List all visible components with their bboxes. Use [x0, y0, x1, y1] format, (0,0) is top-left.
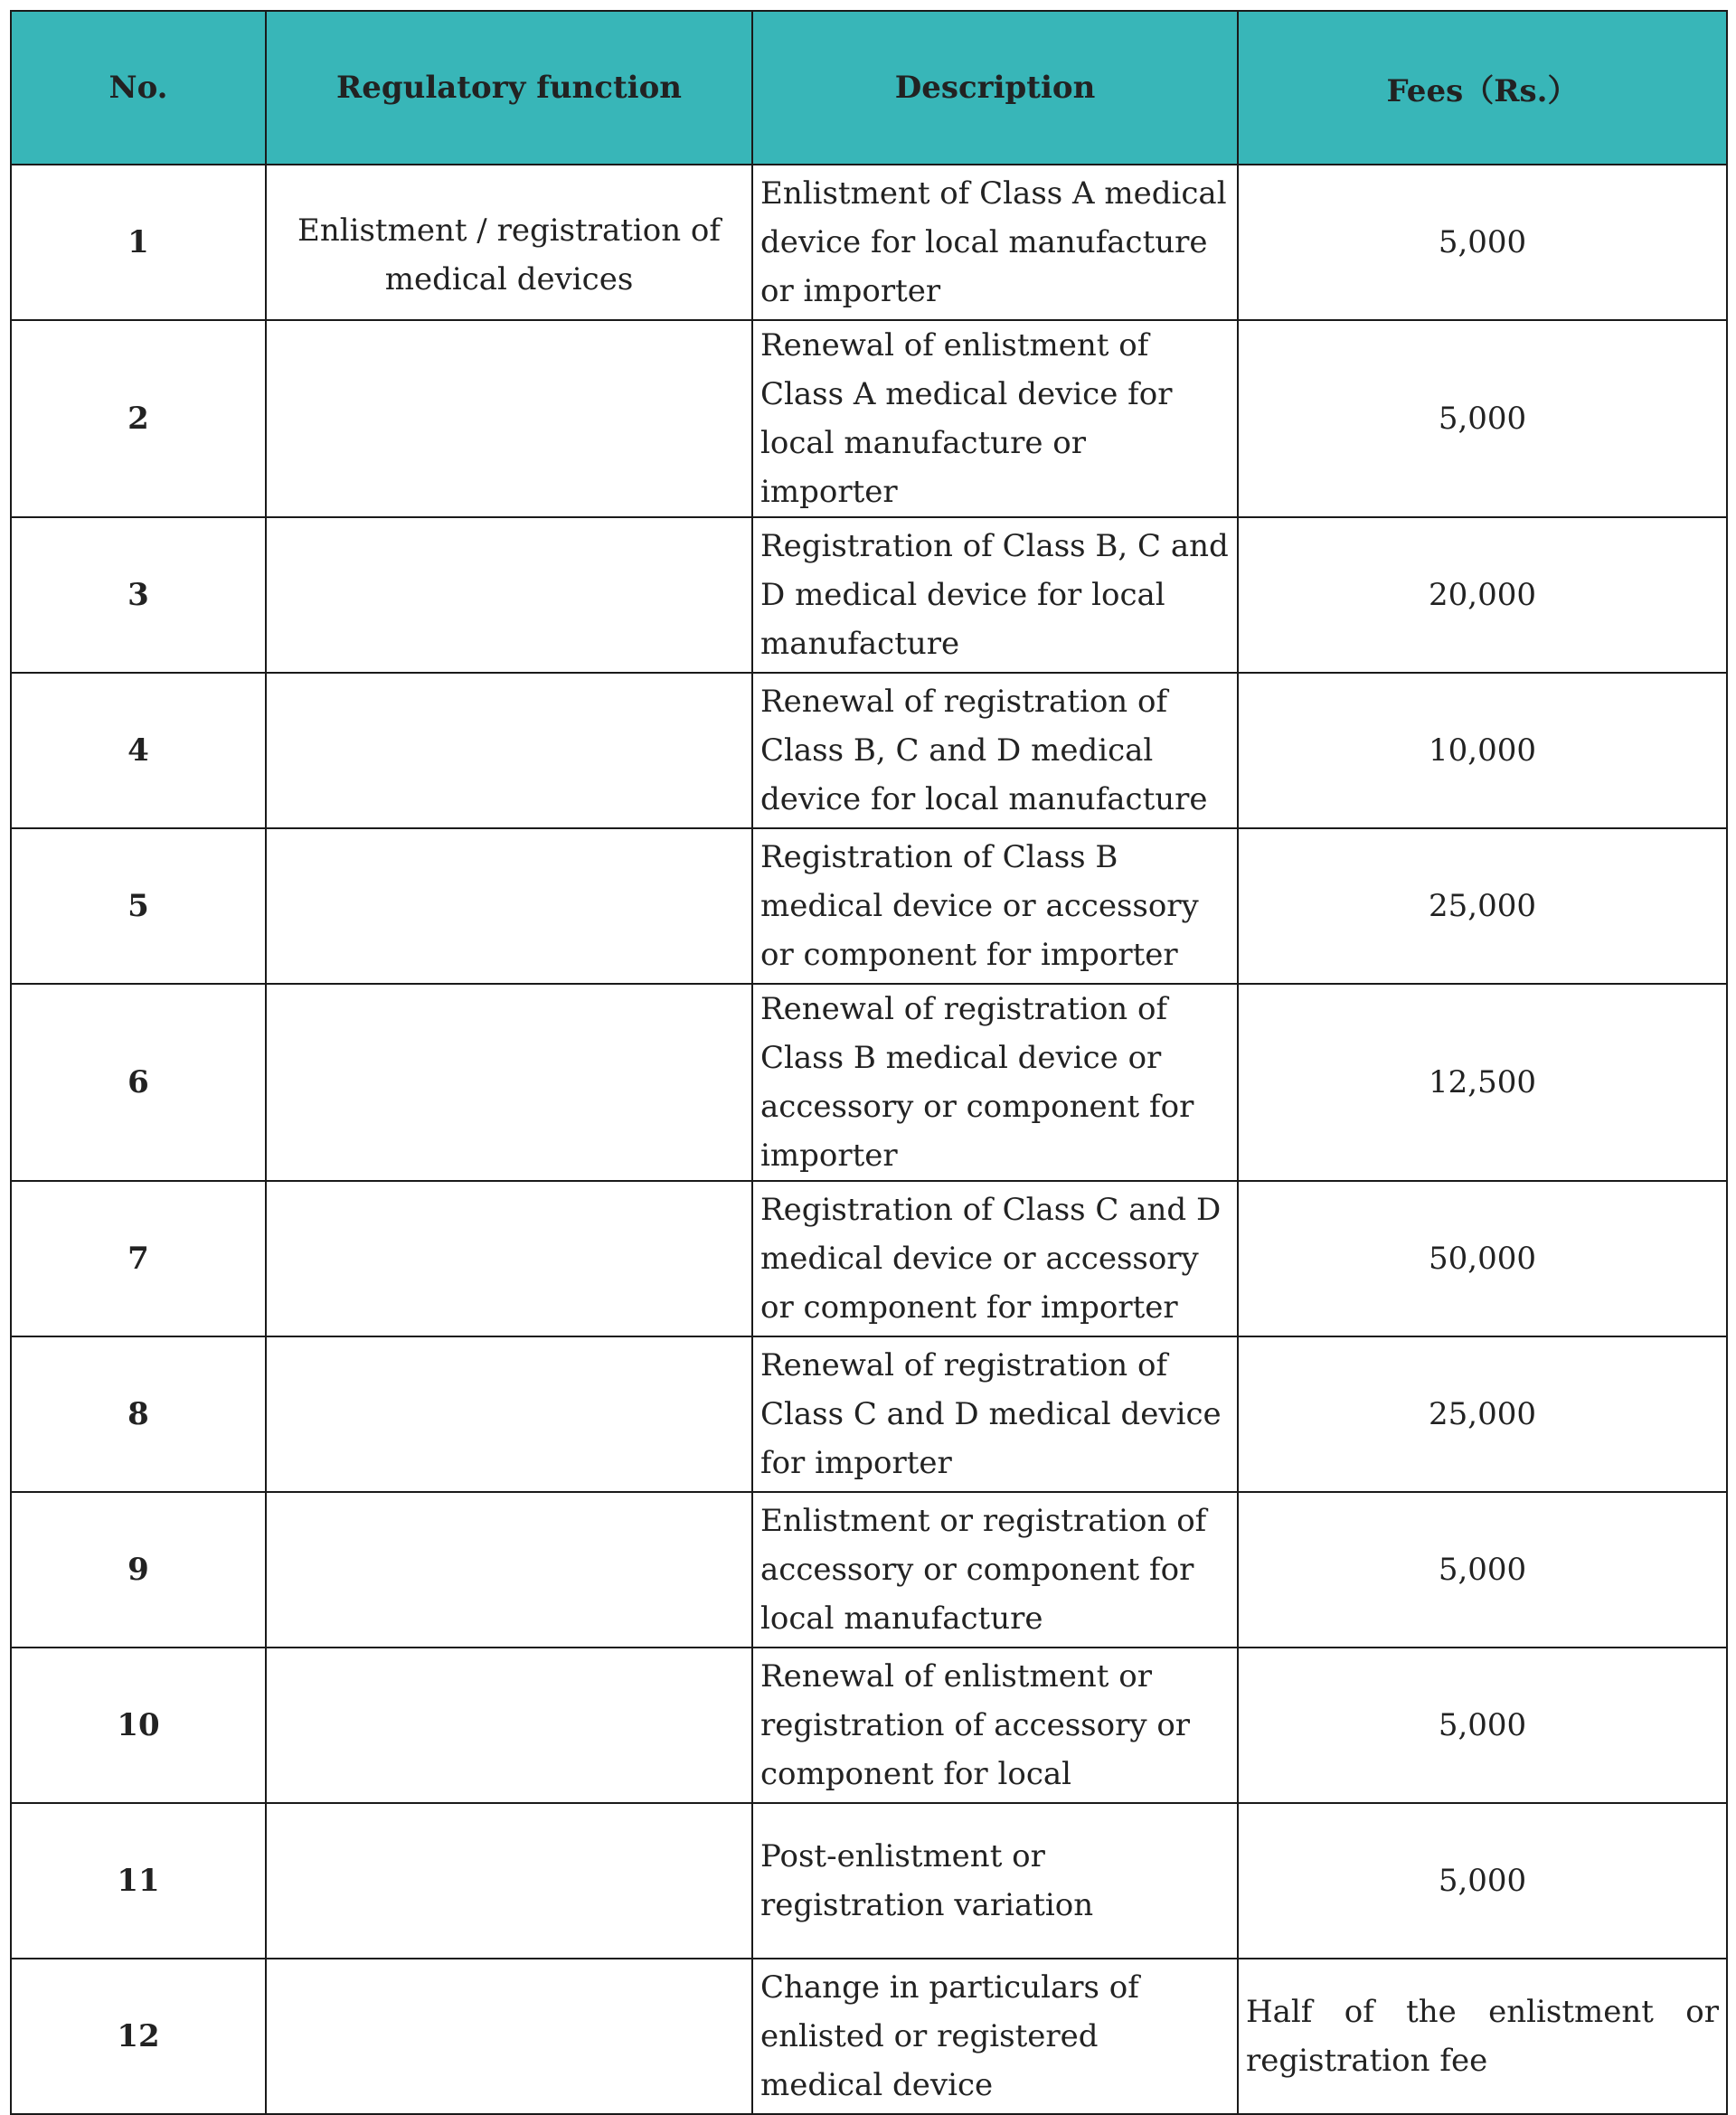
- row-description: Registration of Class B medical device or accessory or component for importer: [752, 828, 1238, 984]
- row-regulatory-function: [266, 1959, 752, 2114]
- row-fee: 20,000: [1238, 517, 1727, 673]
- row-number: 8: [11, 1336, 266, 1492]
- table-row: [11, 165, 1727, 320]
- table-row: [11, 1648, 1727, 1803]
- row-fee: 5,000: [1238, 1803, 1727, 1959]
- row-number: 12: [11, 1959, 266, 2114]
- row-regulatory-function: [266, 673, 752, 828]
- row-number: 1: [11, 165, 266, 320]
- row-fee: 12,500: [1238, 984, 1727, 1181]
- row-regulatory-function: [266, 828, 752, 984]
- row-number: 6: [11, 984, 266, 1181]
- table-row: [11, 1492, 1727, 1648]
- table-row: [11, 1959, 1727, 2114]
- fee-table: [10, 10, 1728, 2115]
- row-fee: 5,000: [1238, 320, 1727, 517]
- row-fee: 25,000: [1238, 828, 1727, 984]
- row-description: Renewal of enlistment or registration of accessory or component for local: [752, 1648, 1238, 1803]
- header-description: Description: [752, 11, 1238, 165]
- row-regulatory-function: [266, 1181, 752, 1336]
- row-number: 10: [11, 1648, 266, 1803]
- table-row: [11, 984, 1727, 1181]
- table-header: [11, 11, 1727, 165]
- table-row: [11, 1181, 1727, 1336]
- row-fee: 25,000: [1238, 1336, 1727, 1492]
- row-fee: 5,000: [1238, 1648, 1727, 1803]
- header-no: No.: [11, 11, 266, 165]
- table-row: [11, 828, 1727, 984]
- row-description: Registration of Class C and D medical device or accessory or component for importer: [752, 1181, 1238, 1336]
- table-body: [11, 165, 1727, 2114]
- row-description: Enlistment or registration of accessory or component for local manufacture: [752, 1492, 1238, 1648]
- row-number: 5: [11, 828, 266, 984]
- row-fee: Half of the enlistment or registration fee: [1238, 1959, 1727, 2114]
- row-regulatory-function: [266, 984, 752, 1181]
- row-fee: 5,000: [1238, 1492, 1727, 1648]
- table-row: [11, 517, 1727, 673]
- row-number: 7: [11, 1181, 266, 1336]
- row-number: 2: [11, 320, 266, 517]
- row-description: Post-enlistment or registration variation: [752, 1803, 1238, 1959]
- row-description: Enlistment of Class A medical device for local manufacture or importer: [752, 165, 1238, 320]
- row-fee: 50,000: [1238, 1181, 1727, 1336]
- row-regulatory-function: [266, 1336, 752, 1492]
- row-number: 9: [11, 1492, 266, 1648]
- row-regulatory-function: [266, 1648, 752, 1803]
- table-row: [11, 1336, 1727, 1492]
- row-fee: 5,000: [1238, 165, 1727, 320]
- row-regulatory-function: [266, 517, 752, 673]
- row-description: Registration of Class B, C and D medical device for local manufacture: [752, 517, 1238, 673]
- row-number: 3: [11, 517, 266, 673]
- table-row: [11, 673, 1727, 828]
- row-description: Renewal of registration of Class B medical device or accessory or component for importer: [752, 984, 1238, 1181]
- header-row: [11, 11, 1727, 165]
- header-regulatory-function: Regulatory function: [266, 11, 752, 165]
- header-fees: Fees（Rs.）: [1238, 11, 1727, 165]
- row-description: Change in particulars of enlisted or registered medical device: [752, 1959, 1238, 2114]
- row-description: Renewal of enlistment of Class A medical device for local manufacture or importer: [752, 320, 1238, 517]
- row-description: Renewal of registration of Class B, C and D medical device for local manufacture: [752, 673, 1238, 828]
- row-number: 4: [11, 673, 266, 828]
- table-row: [11, 320, 1727, 517]
- row-regulatory-function: [266, 1803, 752, 1959]
- row-fee: 10,000: [1238, 673, 1727, 828]
- row-regulatory-function: Enlistment / registration of medical devices: [266, 165, 752, 320]
- row-regulatory-function: [266, 1492, 752, 1648]
- row-description: Renewal of registration of Class C and D medical device for importer: [752, 1336, 1238, 1492]
- row-regulatory-function: [266, 320, 752, 517]
- row-number: 11: [11, 1803, 266, 1959]
- table-row: [11, 1803, 1727, 1959]
